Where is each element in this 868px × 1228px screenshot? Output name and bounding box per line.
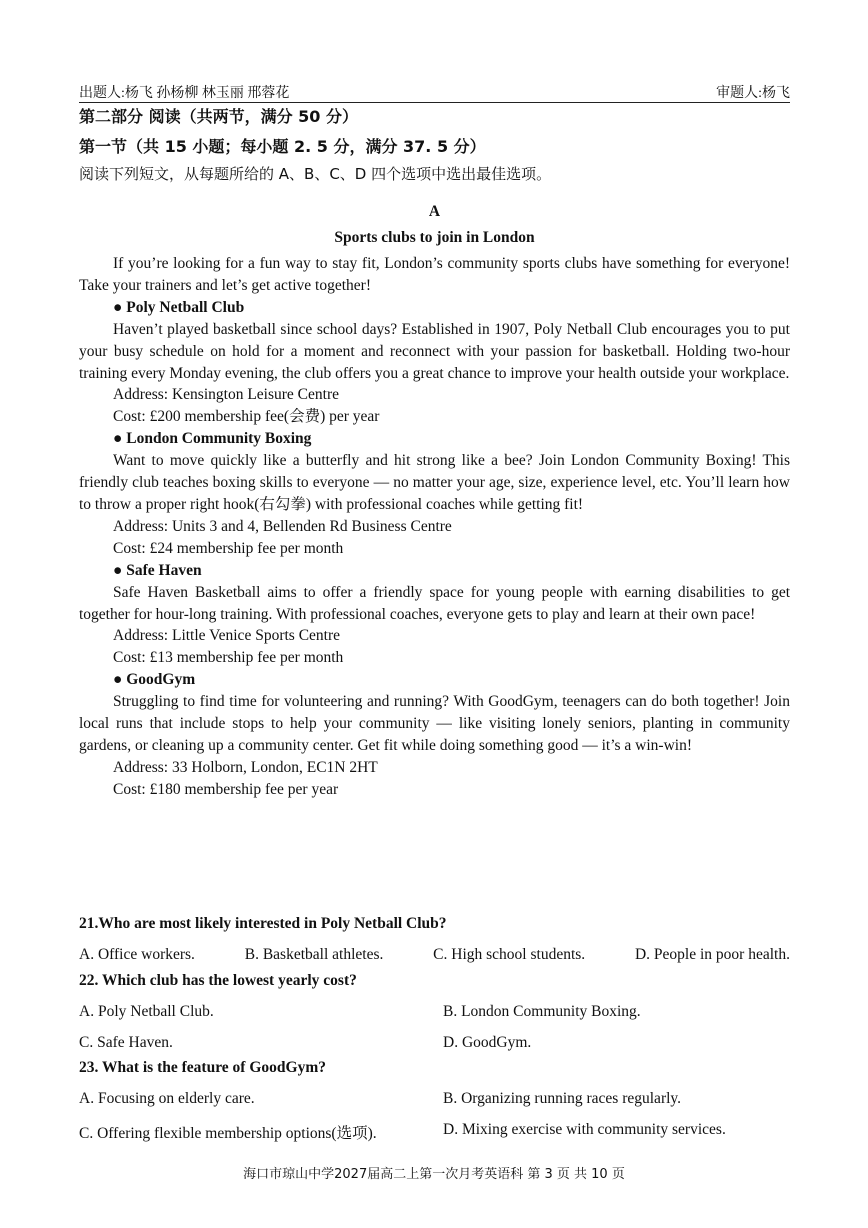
club-name: ● London Community Boxing	[113, 430, 312, 448]
club-address: Address: Units 3 and 4, Bellenden Rd Business Centre	[113, 517, 452, 535]
club-name: ● Safe Haven	[113, 561, 202, 579]
option-c: C. Offering flexible membership options(选项).	[79, 1125, 377, 1142]
club-cost: Cost: £200 membership fee(会费) per year	[113, 408, 380, 426]
option-a: A. Office workers.	[79, 946, 195, 963]
club-address: Address: Kensington Leisure Centre	[113, 386, 339, 404]
option-c: C. High school students.	[433, 946, 586, 963]
option-b: B. Organizing running races regularly.	[443, 1090, 682, 1107]
club-description: Struggling to find time for volunteering and running? With GoodGym, teenagers can do both together! Join local runs that include stops to help your community — like visiting lonely seniors, planting in community gardens, or cleaning up a community center. Get fit while doing something good — it’s a win-win!	[79, 693, 790, 754]
question-options	[79, 946, 790, 964]
club-description: Haven’t played basketball since school days? Established in 1907, Poly Netball Club encourages you to put your busy schedule on hold for a moment and reconnect with your passion for basketball. Holding two-hour training every Monday evening, the club offers you a great chance to improve your health outside your workplace.	[79, 320, 790, 382]
club-address: Address: 33 Holborn, London, EC1N 2HT	[113, 758, 378, 776]
page-footer: 海口市琼山中学2027届高二上第一次月考英语科 第 3 页 共 10 页	[243, 1167, 625, 1182]
section-title: 第一节（共 15 小题；每小题 2. 5 分，满分 37. 5 分）	[79, 137, 486, 156]
option-d: D. GoodGym.	[443, 1034, 532, 1051]
instructions: 阅读下列短文，从每题所给的 A、B、C、D 四个选项中选出最佳选项。	[79, 165, 552, 183]
question-stem: 23. What is the feature of GoodGym?	[79, 1059, 326, 1076]
option-d: D. Mixing exercise with community services.	[443, 1121, 726, 1138]
option-a: A. Focusing on elderly care.	[79, 1090, 255, 1107]
club-address: Address: Little Venice Sports Centre	[113, 627, 341, 645]
option-c: C. Safe Haven.	[79, 1034, 173, 1051]
passage-title: Sports clubs to join in London	[334, 229, 535, 246]
passage-intro: If you’re looking for a fun way to stay fit, London’s community sports clubs have something for everyone! Take your trainers and let’s get active together!	[79, 255, 790, 294]
setters-label: 出题人:杨飞 孙杨柳 林玉丽 邢蓉花	[79, 86, 290, 101]
option-d: D. People in poor health.	[634, 946, 790, 963]
reviewer-label: 审题人:杨飞	[716, 86, 790, 101]
passage-letter: A	[428, 203, 441, 220]
club-cost: Cost: £13 membership fee per month	[113, 649, 344, 667]
passage-body	[79, 253, 790, 801]
club-description: Safe Haven Basketball aims to offer a friendly space for young people with earning disabilities to get together for hour-long training. With professional coaches, everyone gets to play and learn at their own pace!	[79, 583, 790, 623]
club-description: Want to move quickly like a butterfly and hit strong like a bee? Join London Community Boxing! This friendly club teaches boxing skills to everyone — no matter your age, size, experience level, etc. You’ll learn how to throw a proper right hook(右勾拳) with professional coaches while getting fit!	[79, 452, 790, 513]
part-title: 第二部分 阅读（共两节，满分 50 分）	[79, 107, 358, 126]
question-stem: 22. Which club has the lowest yearly cost?	[79, 972, 357, 989]
club-name: ● GoodGym	[113, 671, 196, 689]
club-cost: Cost: £180 membership fee per year	[113, 780, 339, 798]
club-cost: Cost: £24 membership fee per month	[113, 539, 344, 557]
option-b: B. Basketball athletes.	[244, 946, 384, 963]
option-b: B. London Community Boxing.	[443, 1003, 641, 1020]
club-name: ● Poly Netball Club	[113, 298, 245, 316]
question-stem: 21.Who are most likely interested in Poly Netball Club?	[79, 915, 447, 932]
option-a: A. Poly Netball Club.	[79, 1003, 214, 1020]
page-header	[79, 82, 790, 103]
